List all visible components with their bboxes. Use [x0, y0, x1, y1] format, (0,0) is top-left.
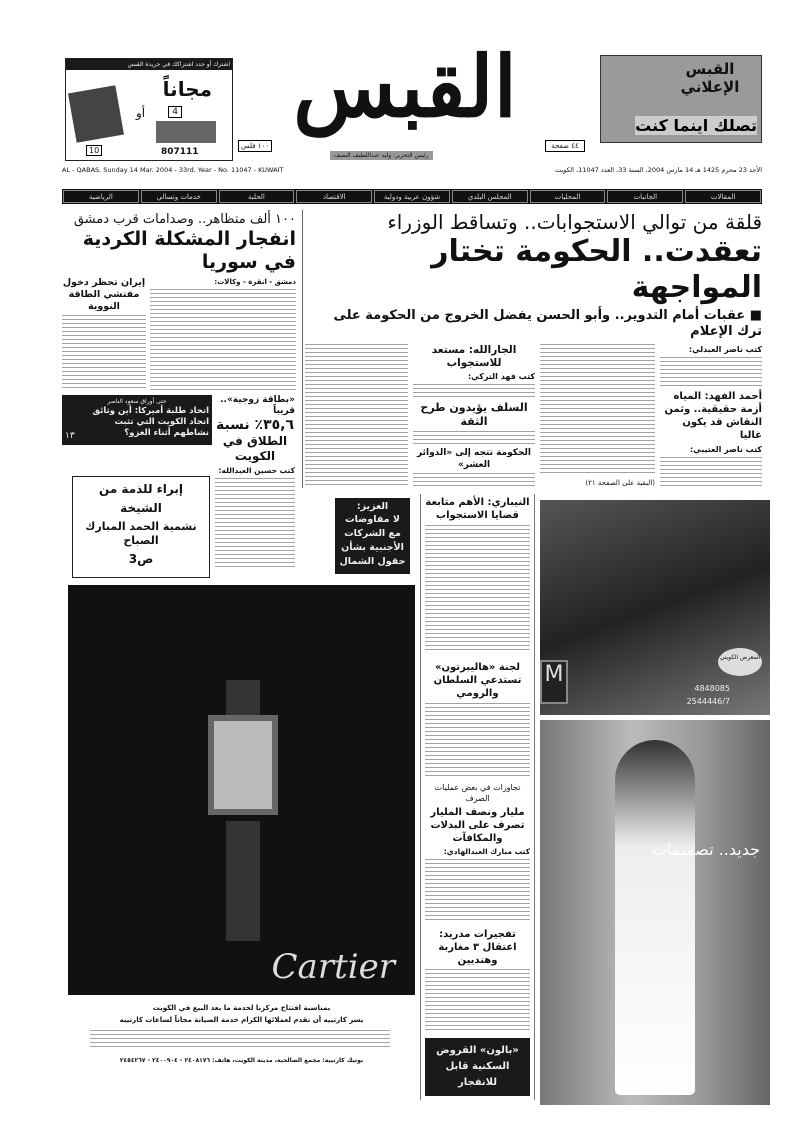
syria-headline: انفجار المشكلة الكردية في سوريا [82, 228, 296, 273]
lead-columns [305, 344, 762, 488]
cartier-line: يسر كارتييه أن تقدم لعملائها الكرام خدمة الصيانة مجاناً لساعات كارتييه [119, 1016, 364, 1024]
body-text [150, 289, 296, 390]
lead-col [305, 344, 408, 488]
syria-col [62, 277, 146, 390]
column-kicker: تجاوزات في بعض عمليات الصرف [434, 783, 521, 804]
lead-story [302, 210, 762, 488]
dateline: دمشق - انقرة - وكالات: [214, 278, 296, 286]
subhead: الحكومة تتجه إلى «الدوائر العشر» [417, 448, 531, 471]
divorce-headline: الطلاق في الكويت [222, 434, 288, 463]
notice-line: الشيخة [120, 501, 162, 515]
ad-title: القبس الإعلاني [680, 60, 740, 96]
byline: كتب ناصر العبدلي: [688, 345, 762, 354]
nav-item[interactable]: الحلبة [219, 190, 295, 203]
ad-or: أو [136, 106, 146, 120]
body-text [425, 859, 530, 922]
ad-top-text: اشترك أو جدد اشتراكك في جريدة القبس [66, 59, 232, 70]
syria-story [62, 212, 296, 390]
nav-item[interactable]: الاقتصاد [296, 190, 372, 203]
ad-slogan: تصلك اينما كنت [635, 116, 757, 135]
date-english: AL - QABAS. Sunday 14 Mar. 2004 - 33rd. Year - No. 11047 - KUWAIT [62, 166, 284, 174]
brief-headline: اتحاد طلبة أميركا: أين وثائق اتحاد الكويت التي تثبت نشاطهم أثناء الغزو؟ [92, 406, 209, 438]
continued-note: (البقية على الصفحة ٢١) [585, 479, 655, 487]
watch-strap [226, 680, 260, 715]
oil-brief[interactable] [335, 498, 410, 574]
oil-headline: لا مفاوضات مع الشركات الأجنبية بشأن حقول الشمال [339, 514, 406, 567]
body-text [425, 703, 530, 777]
subscription-ad [65, 58, 233, 161]
cartier-contact: بوتيك كارتييه: مجمع الصالحية، مدينة الكويت، هاتف: ٢٤٠٨١٧٦ - ٢٤٠٠٩٠٤ - ٢٤٥٤٢٦٧ [119, 1057, 364, 1064]
body-text [413, 384, 535, 399]
nav-item[interactable]: الجانبات [607, 190, 683, 203]
ad-free-text: مجاناً [162, 77, 212, 101]
side-headline: أحمد الفهد: المياه أزمة حقيقية.. وثمن النقاش قد يكون غاليا [664, 391, 762, 441]
lead-deck: ■ عقبات أمام التدوير.. وأبو الحسن يفضل الخروج من الحكومة على ترك الإعلام [333, 308, 762, 339]
magazines-image [68, 85, 124, 143]
lead-kicker: قلقة من توالي الاستجوابات.. وتساقط الوزراء [387, 210, 762, 234]
body-text [305, 344, 408, 488]
ad-qabas-ads [600, 55, 762, 143]
cartier-body [90, 1030, 390, 1050]
nav-item[interactable]: المجلس البلدي [452, 190, 528, 203]
body-text [425, 969, 530, 1032]
body-text [215, 478, 295, 570]
column-headline: مليار ونصف المليار تصرف على البدلات والمكافآت [430, 807, 525, 845]
lead-col [540, 344, 655, 488]
syria-columns [62, 277, 296, 390]
divorce-kicker: «بطاقة زوجية».. قريباً [220, 395, 295, 416]
nav-item[interactable]: المقالات [685, 190, 761, 203]
nav-item[interactable]: المحليات [530, 190, 606, 203]
cartier-logo: Cartier [271, 947, 395, 987]
price-badge: ١٠٠ فلس [238, 140, 272, 152]
body-text [540, 344, 655, 476]
ad-phone: 807111 [161, 147, 199, 157]
body-text [660, 457, 762, 488]
byline: كتب فهد التركي: [467, 372, 535, 381]
subhead: السلف يؤيدون طرح الثقة [420, 400, 528, 428]
body-text [413, 473, 535, 488]
page-ref: ١٣ [65, 431, 75, 441]
subhead: الجارالله: مستعد للاستجواب [431, 344, 517, 369]
column-headline: النيباري: الأهم متابعة قضايا الاستجواب [425, 497, 530, 521]
iran-headline: إيران تحظر دخول مفتشي الطاقة النووية [62, 277, 146, 312]
watch-image [208, 715, 278, 815]
body-text [660, 357, 762, 388]
model-image [615, 740, 695, 1095]
ad-num2: 10 [86, 145, 102, 156]
ad-phone: 4848085 [694, 684, 730, 693]
syria-kicker: ١٠٠ ألف متظاهر.. وصدامات قرب دمشق [73, 212, 296, 227]
newspaper-image [156, 121, 216, 143]
brand-mark-icon: M [540, 660, 568, 704]
body-text [425, 525, 530, 652]
divorce-percent: ٣٥,٦٪ نسبة [215, 417, 295, 433]
divorce-brief [215, 395, 295, 570]
byline: كتب ناصر العتيبي: [689, 445, 762, 454]
editor-line: رئيس التحرير: وليد عبداللطيف النصف [330, 151, 433, 160]
notice-line: نشمية الحمد المبارك الصباح [85, 520, 197, 547]
byline: كتب حسين العبدالله: [218, 466, 295, 475]
kitchen-ad[interactable] [540, 500, 770, 715]
cartier-line: بمناسبة افتتاح مركزنا لخدمة ما بعد البيع في الكويت [152, 1004, 331, 1012]
ad-text: جديد.. تصميمات [652, 840, 760, 859]
notice-box [72, 476, 210, 578]
lead-col [660, 344, 762, 488]
syria-col [150, 277, 296, 390]
nav-item[interactable]: خدمات وتسالي [141, 190, 217, 203]
loans-brief[interactable]: «بالون» القروض السكنية قابل للانفجار [425, 1038, 530, 1096]
lead-col [413, 344, 535, 488]
section-nav [62, 189, 762, 204]
fashion-ad[interactable] [540, 720, 770, 1105]
ad-badge: المعرض الكويتي [718, 648, 762, 676]
watch-strap [226, 821, 260, 941]
date-arabic: الأحد 23 محرم 1425 هـ 14 مارس 2004، السنة 33، العدد 11047، الكويت [554, 166, 762, 174]
logo: القبس [293, 37, 517, 136]
cartier-ad[interactable] [68, 585, 415, 995]
body-text [62, 315, 146, 390]
pages-badge: ٤٤ صفحة [545, 140, 585, 152]
oil-kicker: العزيز: [356, 501, 389, 512]
body-text [413, 431, 535, 446]
nav-item[interactable]: الرياضية [63, 190, 139, 203]
ad-num: 4 [168, 106, 182, 118]
byline: كتب مبارك العبدالهادي: [443, 847, 530, 857]
column-headline: لجنة «هاليبرتون» تستدعي السلطان والرومي [433, 661, 522, 699]
notice-line: ص3 [128, 552, 154, 566]
news-column [420, 494, 535, 1100]
column-headline: تفجيرات مدريد: اعتقال ٣ مغاربة وهنديين [438, 928, 517, 966]
nav-item[interactable]: شؤون عربية ودولية [374, 190, 450, 203]
lead-headline: تعقدت.. الحكومة تختار المواجهة [431, 234, 762, 305]
ad-phone: 2544446/7 [686, 697, 730, 706]
brief-kicker: حتى أوراق سعود الناصر [107, 398, 167, 405]
students-brief[interactable] [62, 395, 212, 445]
notice-line: إبراء للذمة من [99, 482, 183, 496]
